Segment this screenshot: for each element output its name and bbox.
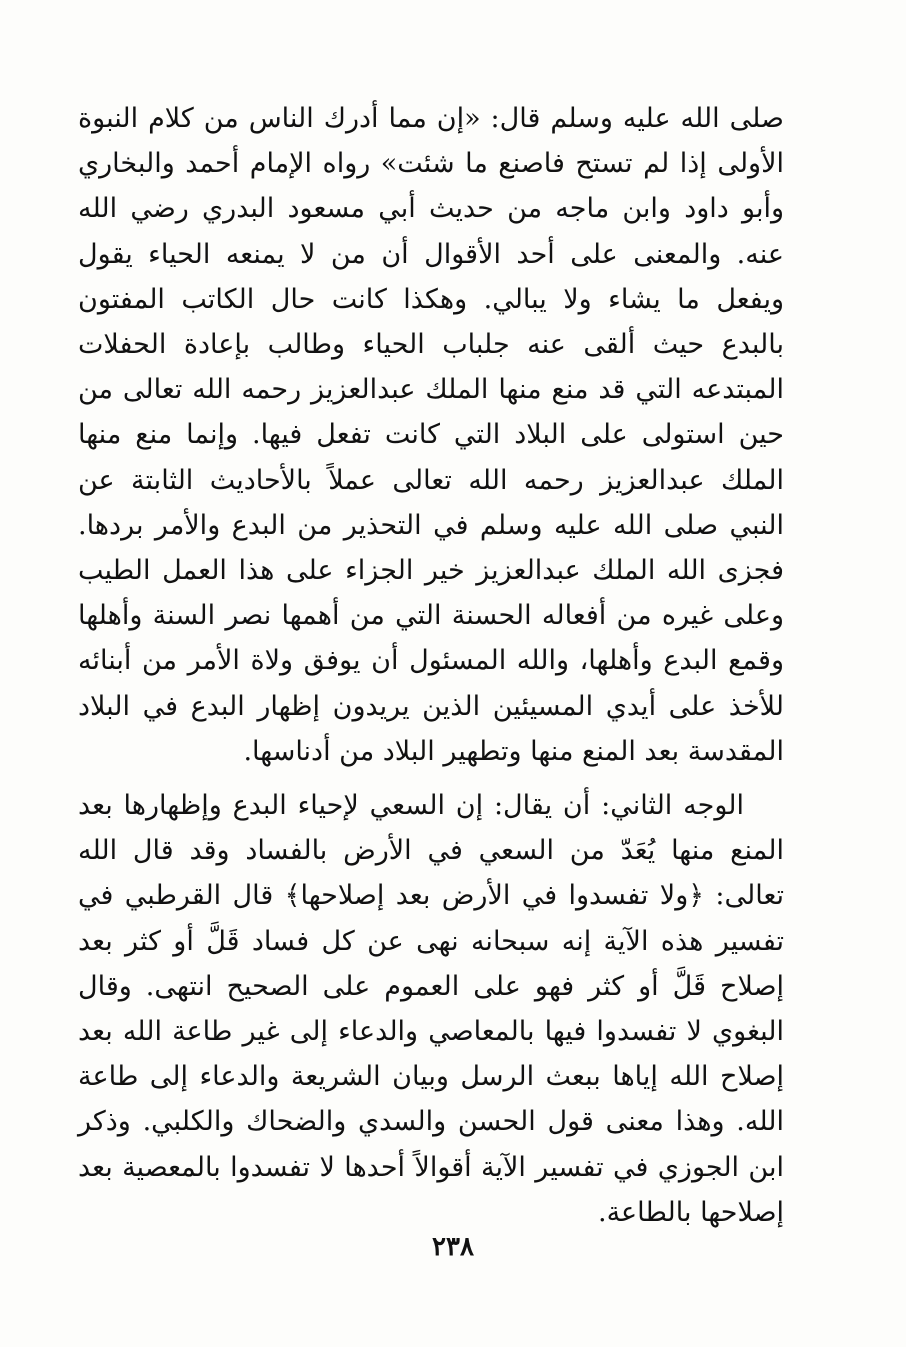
paragraph-2: الوجه الثاني: أن يقال: إن السعي لإحياء البدع وإظهارها بعد المنع منها يُعَدّ من السعي في الأرض بالفساد وقد قال الله تعالى: ﴿ولا تفسدوا في الأرض بعد إصلاحها﴾ قال القرطبي في تفسير هذه الآية إنه سبحانه نهى عن كل فساد قَلَّ أو كثر بعد إصلاح قَلَّ أو كثر فهو على العموم على الصحيح انتهى. وقال البغوي لا تفسدوا فيها بالمعاصي والدعاء إلى غير طاعة الله بعد إصلاح الله إياها ببعث الرسل وبيان الشريعة والدعاء إلى طاعة الله. وهذا معنى قول الحسن والسدي والضحاك والكلبي. وذكر ابن الجوزي في تفسير الآية أقوالاً أحدها لا تفسدوا بالمعصية بعد إصلاحها بالطاعة. [78,790,784,1228]
page-number: ٢٣٨ [432,1232,474,1262]
paragraph-1: صلى الله عليه وسلم قال: «إن مما أدرك الناس من كلام النبوة الأولى إذا لم تستح فاصنع ما شئت» رواه الإمام أحمد والبخاري وأبو داود وابن ماجه من حديث أبي مسعود البدري رضي الله عنه. والمعنى على أحد الأقوال أن من لا يمنعه الحياء يقول ويفعل ما يشاء ولا يبالي. وهكذا كانت حال الكاتب المفتون بالبدع حيث ألقى عنه جلباب الحياء وطالب بإعادة الحفلات المبتدعه التي قد منع منها الملك عبدالعزيز رحمه الله تعالى من حين استولى على البلاد التي كانت تفعل فيها. وإنما منع منها الملك عبدالعزيز رحمه الله تعالى عملاً بالأحاديث الثابتة عن النبي صلى الله عليه وسلم في التحذير من البدع والأمر بردها. فجزى الله الملك عبدالعزيز خير الجزاء على هذا العمل الطيب وعلى غيره من أفعاله الحسنة التي من أهمها نصر السنة وأهلها وقمع البدع وأهلها، والله المسئول أن يوفق ولاة الأمر من أبنائه للأخذ على أيدي المسيئين الذين يريدون إظهار البدع في البلاد المقدسة بعد المنع منها وتطهير البلاد من أدناسها. [78,103,784,767]
